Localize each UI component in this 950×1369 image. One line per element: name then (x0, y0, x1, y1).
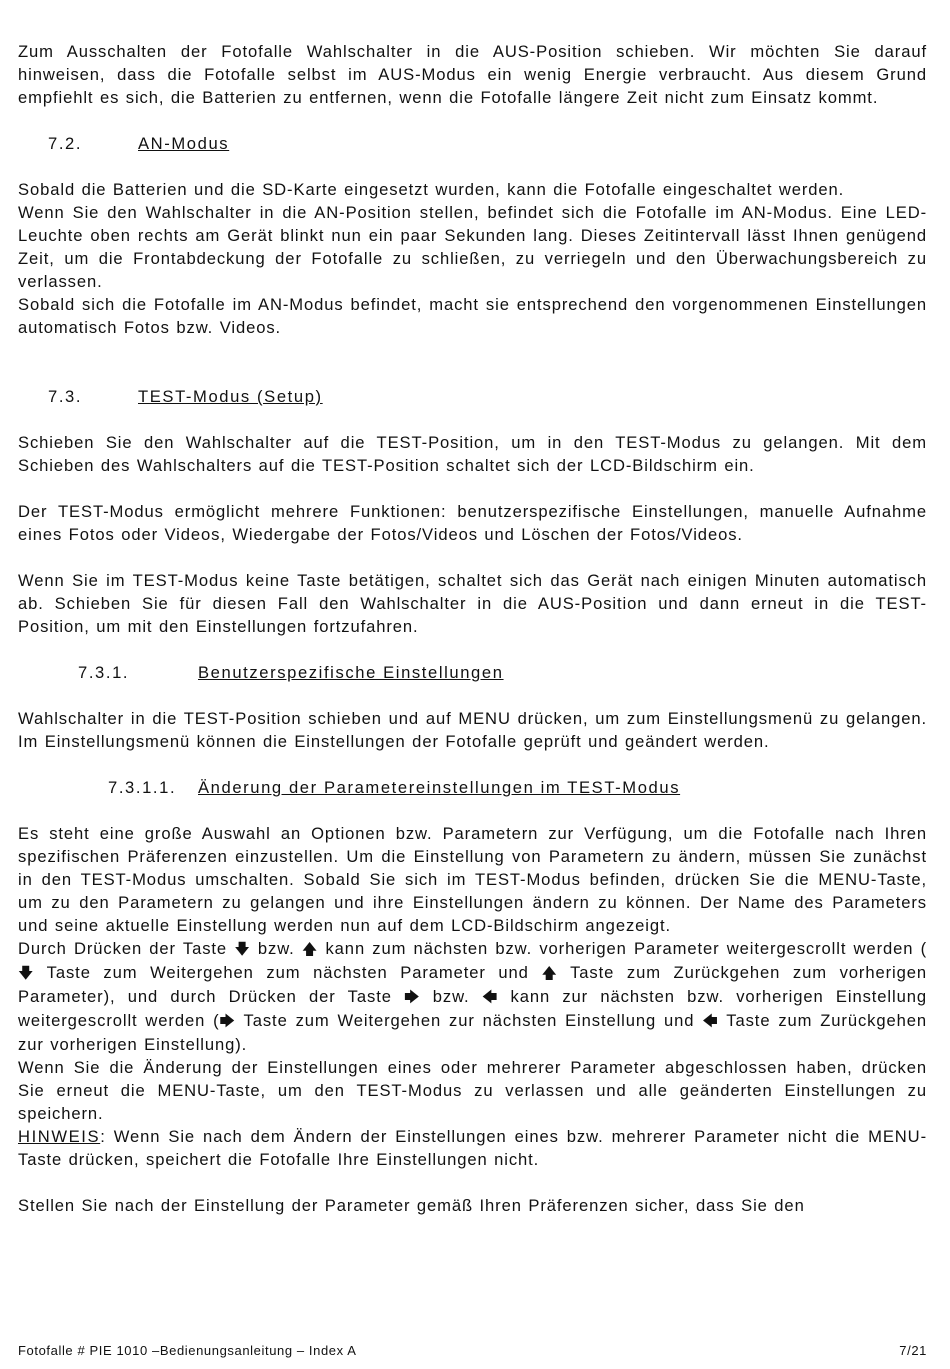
intro-paragraph: Zum Ausschalten der Fotofalle Wahlschalter in die AUS-Position schieben. Wir möchten Sie darauf hinweisen, dass die Fotofalle selbst im AUS-Modus ein wenig Energie verbraucht. Aus diesem Grund empfiehlt es sich, die Batterien zu entfernen, wenn die Fotofalle längere Zeit nicht zum Einsatz kommt. (18, 42, 927, 107)
paragraph: Der TEST-Modus ermöglicht mehrere Funktionen: benutzerspezifische Einstellungen, manuelle Aufnahme eines Fotos oder Videos, Wiedergabe der Fotos/Videos und Löschen der Fotos/Videos. (18, 502, 927, 544)
arrow-left-icon: 🡄 (481, 989, 499, 1006)
arrow-up-icon: 🡅 (301, 941, 319, 958)
heading-number: 7.3. (48, 387, 83, 406)
heading-number: 7.2. (48, 134, 83, 153)
paragraph: Sobald sich die Fotofalle im AN-Modus befindet, macht sie entsprechend den vorgenommenen Einstellungen automatisch Fotos bzw. Videos. (18, 295, 927, 337)
paragraph: Schieben Sie den Wahlschalter auf die TEST-Position, um in den TEST-Modus zu gelangen. Mit dem Schieben des Wahlschalters auf die TEST-Position schaltet sich der LCD-Bildschirm ein. (18, 433, 927, 475)
page-footer (18, 1343, 927, 1358)
arrow-right-icon: 🡆 (404, 989, 421, 1006)
heading-title: AN-Modus (138, 134, 230, 153)
paragraph: Wenn Sie die Änderung der Einstellungen eines oder mehrerer Parameter abgeschlossen haben, drücken Sie erneut die MENU-Taste, um den TEST-Modus zu verlassen und alle geänderten Einstellungen zu speichern. (18, 1058, 927, 1123)
paragraph: Wenn Sie den Wahlschalter in die AN-Position stellen, befindet sich die Fotofalle im AN-Modus. Eine LED-Leuchte oben rechts am Gerät blinkt nun ein paar Sekunden lang. Dieses Zeitintervall lässt Ihnen genügend Zeit, um die Frontabdeckung der Fotofalle zu schließen, zu verriegeln und den Überwachungsbereich zu verlassen. (18, 203, 927, 291)
arrow-left-icon: 🡄 (702, 1013, 719, 1030)
footer-title: Fotofalle # PIE 1010 –Bedienungsanleitung – Index A (18, 1343, 357, 1358)
heading-title: Änderung der Parametereinstellungen im TEST-Modus (198, 778, 681, 797)
heading-7-2 (18, 132, 927, 155)
heading-number: 7.3.1.1. (108, 778, 177, 797)
paragraph: Wahlschalter in die TEST-Position schieben und auf MENU drücken, um zum Einstellungsmenü zu gelangen. Im Einstellungsmenü können die Einstellungen der Fotofalle geprüft und geändert werden. (18, 709, 927, 751)
paragraph: Stellen Sie nach der Einstellung der Parameter gemäß Ihren Präferenzen sicher, dass Sie den (18, 1196, 805, 1215)
arrow-up-icon: 🡅 (541, 965, 558, 982)
heading-title: TEST-Modus (Setup) (138, 387, 323, 406)
paragraph: Wenn Sie im TEST-Modus keine Taste betätigen, schaltet sich das Gerät nach einigen Minuten automatisch ab. Schieben Sie für diesen Fall den Wahlschalter in die AUS-Position und dann erneut in die TEST-Position, um mit den Einstellungen fortzufahren. (18, 571, 927, 636)
heading-7-3 (18, 385, 927, 408)
page-number: 7/21 (899, 1343, 927, 1358)
arrow-down-icon: 🡇 (18, 965, 35, 982)
paragraph-arrow-keys: Durch Drücken der Taste 🡇 bzw. 🡅 kann zum nächsten bzw. vorherigen Parameter weitergescrollt werden (🡇 Taste zum Weitergehen zum nächsten Parameter und 🡅 Taste zum Zurückgehen zum vorherigen Parameter), und durch Drücken der Taste 🡆 bzw. 🡄 kann zur nächsten bzw. vorherigen Einstellung weitergescrollt werden (🡆 Taste zum Weitergehen zur nächsten Einstellung und 🡄 Taste zum Zurückgehen zur vorherigen Einstellung). (18, 939, 928, 1054)
note-paragraph (18, 1125, 927, 1171)
heading-7-3-1-1 (18, 776, 927, 799)
heading-7-3-1 (18, 661, 927, 684)
arrow-right-icon: 🡆 (219, 1013, 236, 1030)
note-text: : Wenn Sie nach dem Ändern der Einstellungen eines bzw. mehrerer Parameter nicht die MENU-Taste drücken, speichert die Fotofalle Ihre Einstellungen nicht. (18, 1127, 927, 1169)
heading-number: 7.3.1. (78, 663, 130, 682)
note-label: HINWEIS (18, 1127, 101, 1146)
arrow-down-icon: 🡇 (234, 941, 251, 958)
heading-title: Benutzerspezifische Einstellungen (198, 663, 504, 682)
paragraph: Sobald die Batterien und die SD-Karte eingesetzt wurden, kann die Fotofalle eingeschaltet werden. (18, 180, 845, 199)
document-page (18, 40, 927, 1217)
paragraph: Es steht eine große Auswahl an Optionen bzw. Parametern zur Verfügung, um die Fotofalle nach Ihren spezifischen Präferenzen einzustellen. Um die Einstellung von Parametern zu ändern, müssen Sie zunächst in den TEST-Modus umschalten. Sobald Sie sich im TEST-Modus befinden, drücken Sie die MENU-Taste, um zu den Parametern zu gelangen und ihre Einstellungen ändern zu können. Der Name des Parameters und seine aktuelle Einstellung werden nun auf dem LCD-Bildschirm angezeigt. (18, 824, 927, 935)
